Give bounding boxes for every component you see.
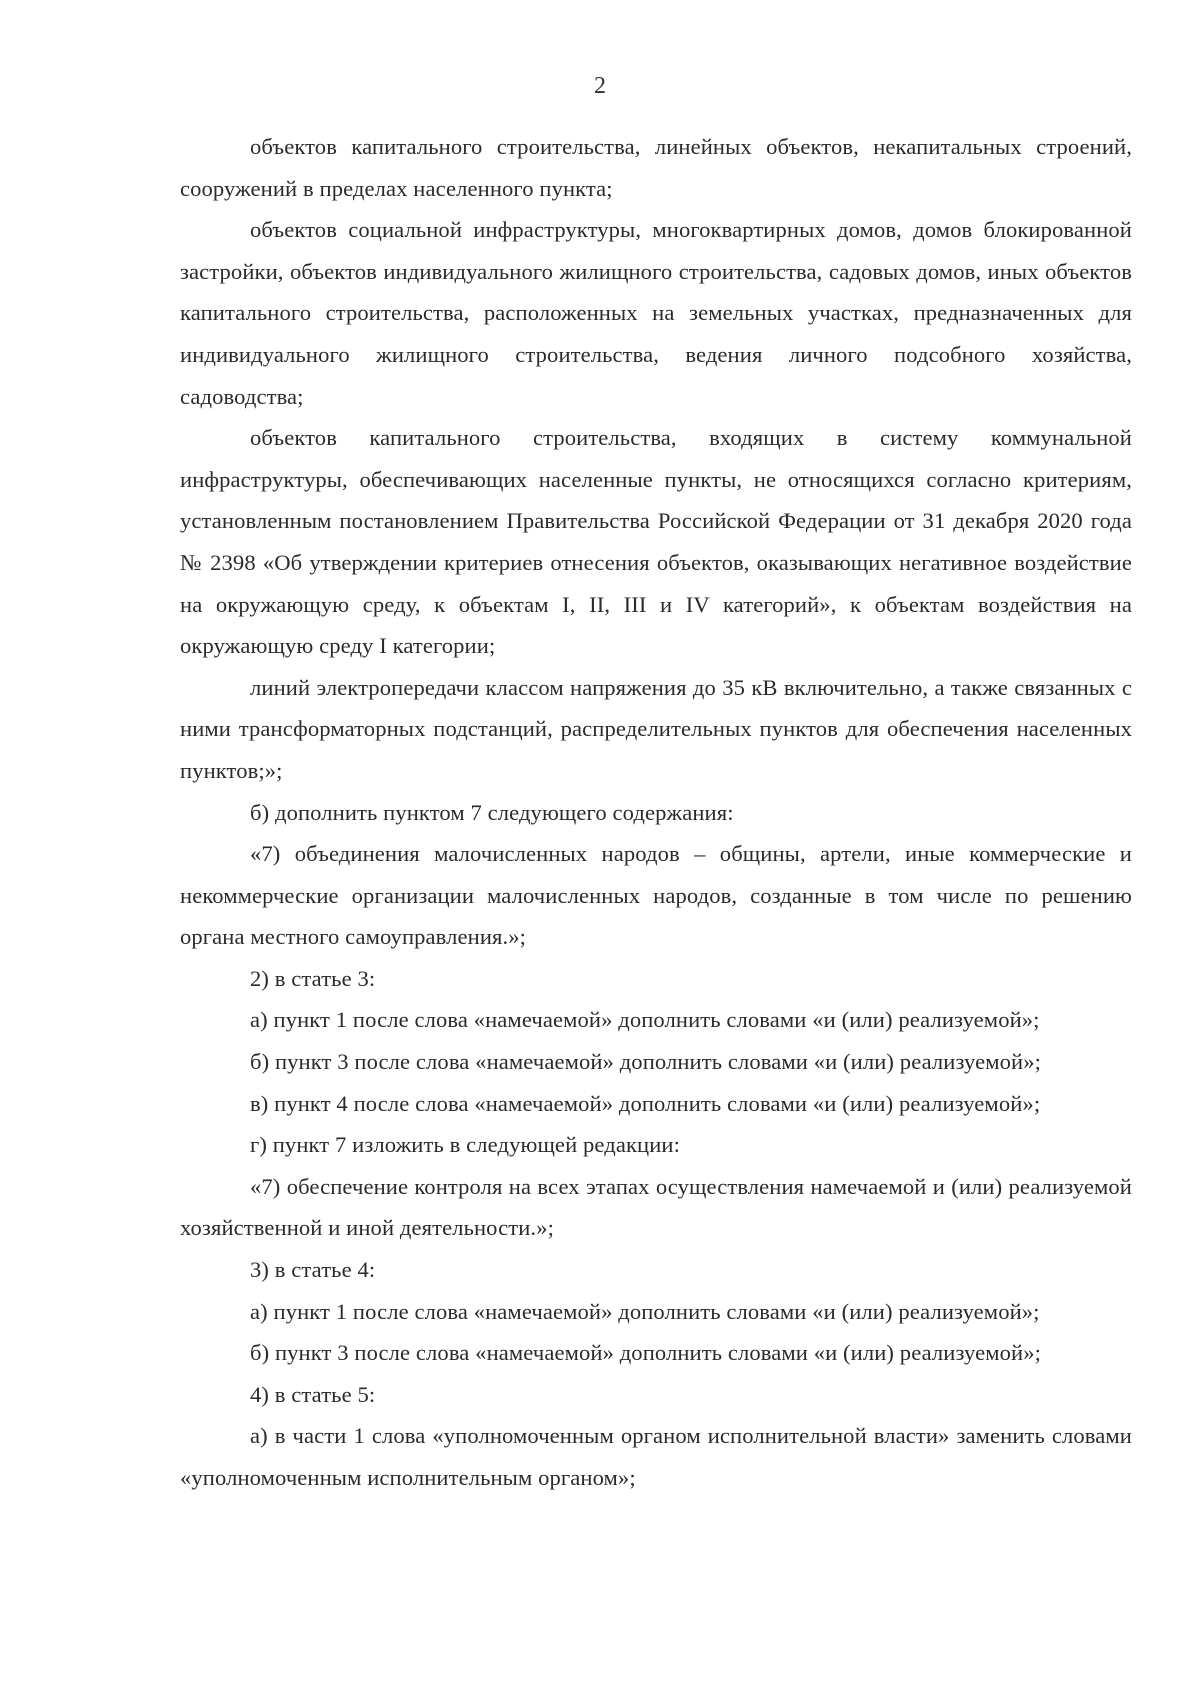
paragraph: а) в части 1 слова «уполномоченным органом исполнительной власти» заменить словами «уполномоченным исполнительным органом»;: [180, 1423, 1132, 1490]
paragraph: б) пункт 3 после слова «намечаемой» дополнить словами «и (или) реализуемой»;: [250, 1049, 1042, 1075]
paragraph: объектов капитального строительства, линейных объектов, некапитальных строений, сооружений в пределах населенного пункта;: [180, 134, 1132, 201]
paragraph: а) пункт 1 после слова «намечаемой» дополнить словами «и (или) реализуемой»;: [250, 1007, 1040, 1033]
page-number: 2: [594, 73, 606, 99]
paragraph: г) пункт 7 изложить в следующей редакции:: [250, 1132, 680, 1158]
paragraph: 4) в статье 5:: [250, 1381, 376, 1407]
paragraph: б) дополнить пунктом 7 следующего содержания:: [250, 799, 734, 825]
paragraph: в) пункт 4 после слова «намечаемой» дополнить словами «и (или) реализуемой»;: [250, 1090, 1041, 1116]
paragraph: 3) в статье 4:: [250, 1257, 376, 1283]
paragraph: «7) обеспечение контроля на всех этапах осуществления намечаемой и (или) реализуемой хозяйственной и иной деятельности.»;: [180, 1173, 1132, 1241]
document-body: [180, 126, 1132, 1499]
paragraph: объектов социальной инфраструктуры, многоквартирных домов, домов блокированной застройки, объектов индивидуального жилищного строительства, садовых домов, иных объектов капитального строительства, расположенных на земельных участках, предназначенных для индивидуального жилищного строительства, ведения личного подсобного хозяйства, садоводства;: [180, 217, 1132, 409]
paragraph: «7) объединения малочисленных народов – общины, артели, иные коммерческие и некоммерческие организации малочисленных народов, созданные в том числе по решению органа местного самоуправления.»;: [180, 841, 1132, 950]
paragraph: б) пункт 3 после слова «намечаемой» дополнить словами «и (или) реализуемой»;: [250, 1340, 1042, 1366]
paragraph: линий электропередачи классом напряжения до 35 кВ включительно, а также связанных с ними трансформаторных подстанций, распределительных пунктов для обеспечения населенных пунктов;»;: [180, 674, 1132, 783]
paragraph: объектов капитального строительства, входящих в систему коммунальной инфраструктуры, обеспечивающих населенные пункты, не относящихся согласно критериям, установленным постановлением Правительства Российской Федерации от 31 декабря 2020 года № 2398 «Об утверждении критериев отнесения объектов, оказывающих негативное воздействие на окружающую среду, к объектам I, II, III и IV категорий», к объектам воздействия на окружающую среду I категории;: [180, 425, 1132, 659]
paragraph: а) пункт 1 после слова «намечаемой» дополнить словами «и (или) реализуемой»;: [250, 1298, 1040, 1324]
paragraph: 2) в статье 3:: [250, 965, 376, 991]
